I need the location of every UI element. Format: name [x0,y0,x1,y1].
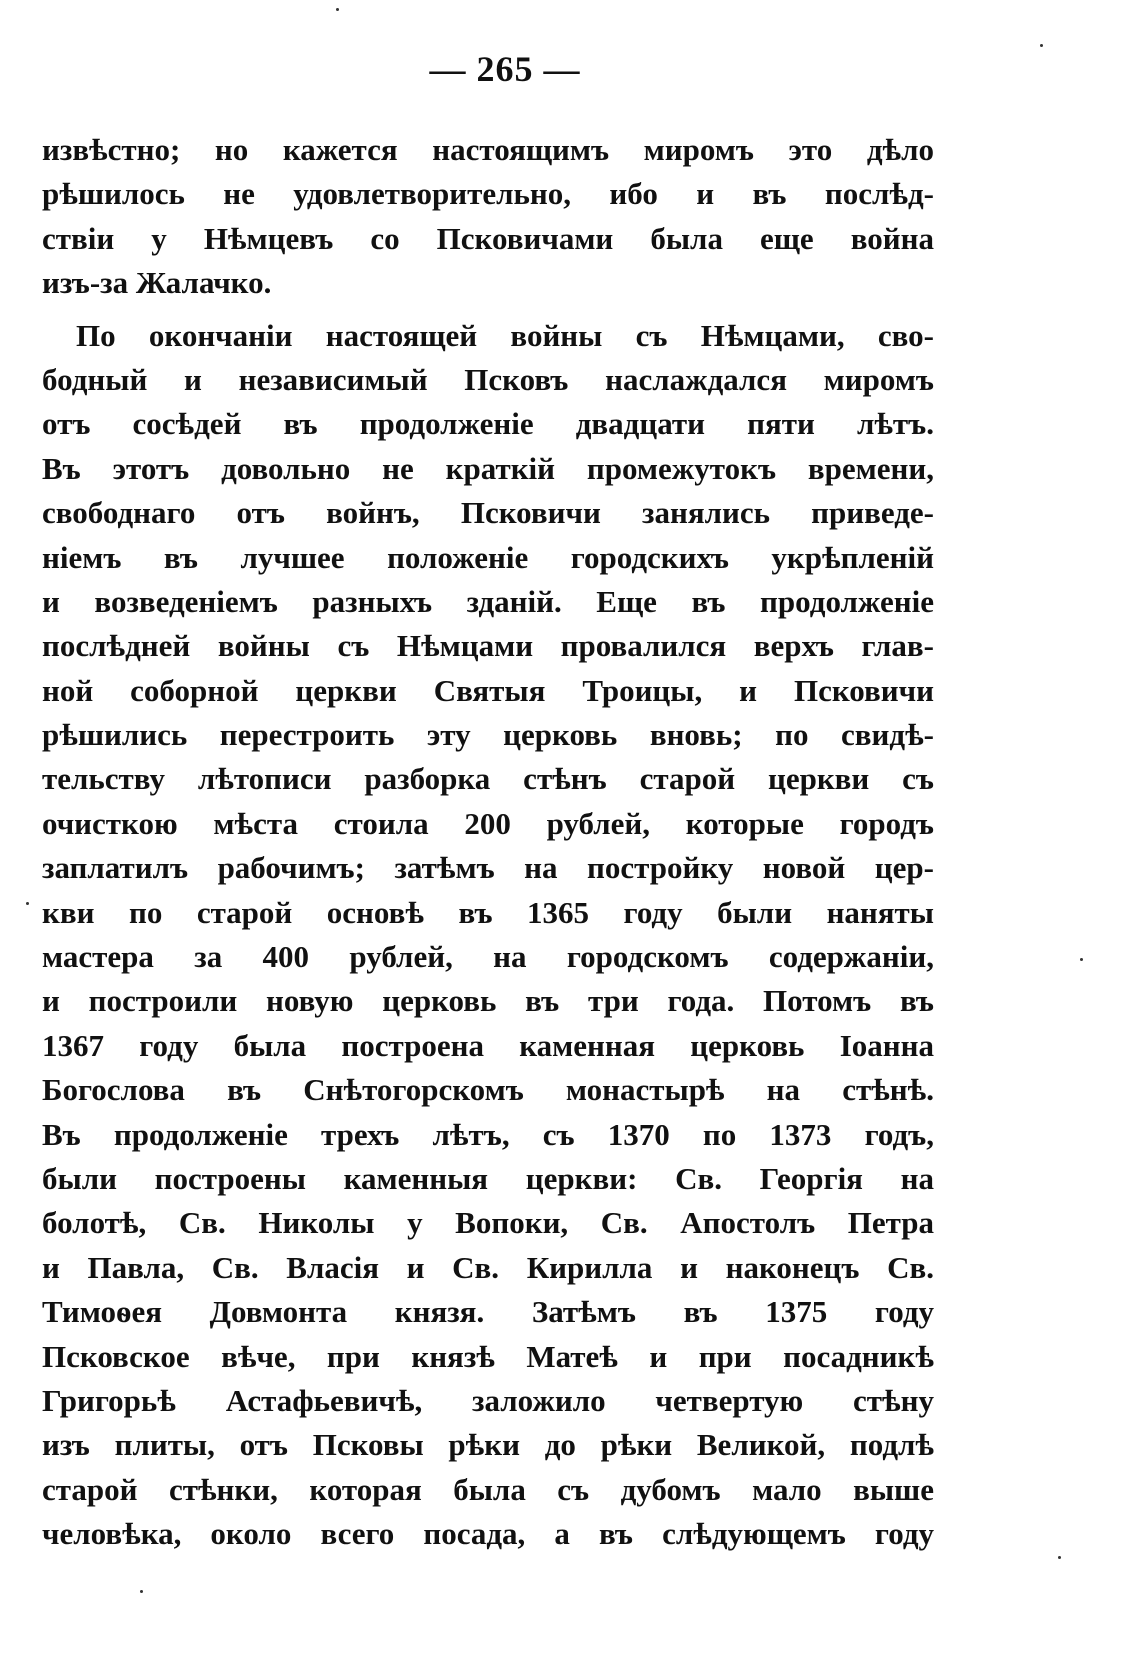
text-line: человѣка, около всего посада, а въ слѣдующемъ году [42,1516,934,1552]
paragraph-2 [42,314,934,1557]
text-line: По окончаніи настоящей войны съ Нѣмцами, сво- [76,317,934,353]
print-speck [1080,958,1083,961]
text-line: ной соборной церкви Святыя Троицы, и Псковичи [42,672,934,708]
text-line: послѣдней войны съ Нѣмцами провалился верхъ глав- [42,628,934,664]
text-line: рѣшилось не удовлетворительно, ибо и въ послѣд- [42,176,934,212]
text-line: Псковское вѣче, при князѣ Матеѣ и при посадникѣ [42,1338,934,1374]
print-speck [26,902,29,905]
text-line: старой стѣнки, которая была съ дубомъ мало выше [42,1471,934,1507]
text-line: ніемъ въ лучшее положеніе городскихъ укрѣпленій [42,539,934,575]
body-text [42,128,934,1557]
print-speck [140,1590,143,1593]
paragraph-1 [42,128,934,306]
text-line: изъ плиты, отъ Псковы рѣки до рѣки Великой, подлѣ [42,1427,934,1463]
text-line: 1367 году была построена каменная церковь Іоанна [42,1027,934,1063]
text-line: и Павла, Св. Власія и Св. Кирилла и наконецъ Св. [42,1249,934,1285]
paragraph-gap [42,306,934,314]
text-line: мастера за 400 рублей, на городскомъ содержаніи, [42,939,934,975]
print-speck [1058,1556,1061,1559]
text-line: Тимоѳея Довмонта князя. Затѣмъ въ 1375 году [42,1294,934,1330]
text-line: Въ этотъ довольно не краткій промежутокъ времени, [42,450,934,486]
text-line: бодный и независимый Псковъ наслаждался миромъ [42,361,934,397]
text-line: очисткою мѣста стоила 200 рублей, которые городъ [42,805,934,841]
print-speck [1040,44,1043,47]
text-line: свободнаго отъ войнъ, Псковичи занялись приведе- [42,495,934,531]
page-number: — 265 — [429,49,581,89]
text-line: отъ сосѣдей въ продолженіе двадцати пяти лѣтъ. [42,406,934,442]
text-line: извѣстно; но кажется настоящимъ миромъ это дѣло [42,132,934,167]
text-line: Богослова въ Снѣтогорскомъ монастырѣ на стѣнѣ. [42,1072,934,1108]
text-line: тельству лѣтописи разборка стѣнъ старой церкви съ [42,761,934,797]
print-speck [336,8,339,11]
text-line: и возведеніемъ разныхъ зданій. Еще въ продолженіе [42,583,934,619]
text-line: ствіи у Нѣмцевъ со Псковичами была еще война [42,220,934,256]
text-line: и построили новую церковь въ три года. Потомъ въ [42,983,934,1019]
text-line: рѣшились перестроить эту церковь вновь; по свидѣ- [42,717,934,753]
text-line: были построены каменныя церкви: Св. Георгія на [42,1160,934,1196]
text-line: изъ-за Жалачко. [42,265,272,301]
text-line: Григорьѣ Астафьевичѣ, заложило четвертую стѣну [42,1382,934,1418]
text-line: Въ продолженіе трехъ лѣтъ, съ 1370 по 1373 годъ, [42,1116,934,1152]
text-line: кви по старой основѣ въ 1365 году были наняты [42,894,934,930]
text-line: болотѣ, Св. Николы у Вопоки, Св. Апостолъ Петра [42,1205,934,1241]
text-line: заплатилъ рабочимъ; затѣмъ на постройку новой цер- [42,850,934,886]
